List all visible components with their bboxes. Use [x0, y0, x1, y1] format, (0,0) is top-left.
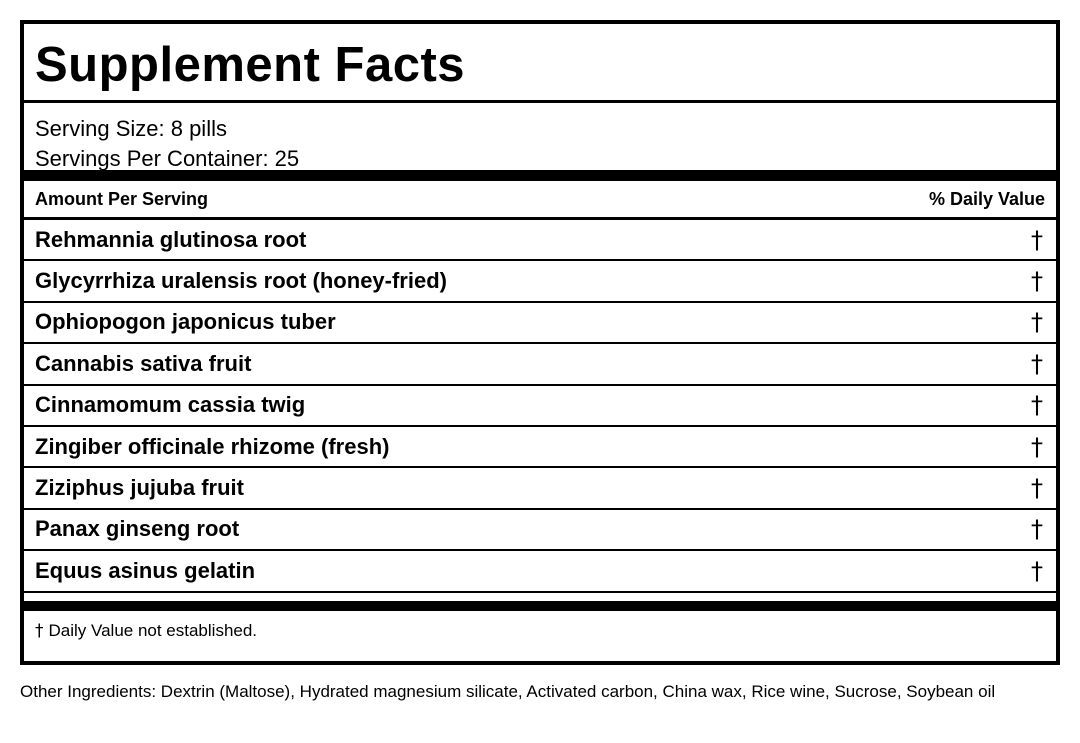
ingredient-row [24, 510, 1056, 551]
ingredient-name: Ziziphus jujuba fruit [35, 475, 244, 501]
ingredient-row [24, 468, 1056, 509]
ingredient-name: Ophiopogon japonicus tuber [35, 309, 336, 335]
daily-value-mark: † [1031, 432, 1043, 461]
serving-info [24, 103, 1056, 181]
ingredient-name: Cinnamomum cassia twig [35, 392, 306, 418]
daily-value-header: % Daily Value [928, 188, 1045, 209]
daily-value-mark: † [1031, 474, 1043, 503]
ingredient-row [24, 220, 1056, 261]
ingredient-row [24, 344, 1056, 385]
daily-value-mark: † [1031, 349, 1043, 378]
footnote-text: Daily Value not established. [48, 620, 258, 640]
other-ingredients: Other Ingredients: Dextrin (Maltose), Hydrated magnesium silicate, Activated carbon, China wax, Rice wine, Sucrose, Soybean oil [20, 682, 996, 701]
servings-per-container: Servings Per Container: 25 [35, 146, 300, 171]
ingredient-row [24, 261, 1056, 302]
thick-divider [24, 593, 1056, 611]
ingredient-row [24, 551, 1056, 592]
ingredient-row [24, 386, 1056, 427]
daily-value-mark: † [1031, 515, 1043, 544]
ingredient-row [24, 427, 1056, 468]
footnote-dagger: † [35, 620, 44, 641]
amount-per-serving-header: Amount Per Serving [35, 188, 209, 209]
ingredient-row [24, 303, 1056, 344]
ingredient-name: Equus asinus gelatin [35, 557, 256, 583]
ingredient-name: Rehmannia glutinosa root [35, 226, 307, 252]
ingredient-name: Panax ginseng root [35, 516, 240, 542]
ingredient-name: Glycyrrhiza uralensis root (honey-fried) [35, 268, 447, 294]
daily-value-mark: † [1031, 308, 1043, 337]
ingredient-list [24, 220, 1056, 593]
daily-value-mark: † [1031, 225, 1043, 254]
column-header-row [24, 181, 1056, 220]
daily-value-mark: † [1031, 267, 1043, 296]
serving-size: Serving Size: 8 pills [35, 116, 227, 141]
ingredient-name: Zingiber officinale rhizome (fresh) [35, 433, 390, 459]
supplement-facts-panel [20, 20, 1060, 665]
daily-value-mark: † [1031, 556, 1043, 585]
panel-title: Supplement Facts [35, 38, 466, 92]
footnote [24, 611, 1056, 651]
title-block [24, 24, 1056, 103]
ingredient-name: Cannabis sativa fruit [35, 350, 252, 376]
daily-value-mark: † [1031, 391, 1043, 420]
